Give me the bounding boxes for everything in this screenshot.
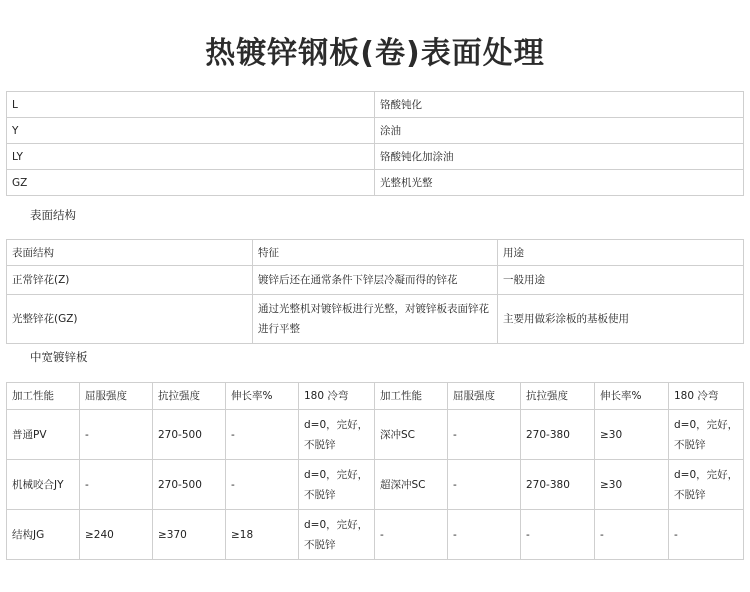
column-header: 屈服强度 <box>80 383 153 410</box>
column-header: 伸长率% <box>226 383 299 410</box>
column-header: 表面结构 <box>7 240 253 266</box>
table-cell: 通过光整机对镀锌板进行光整，对镀锌板表面锌花进行平整 <box>253 295 498 344</box>
table-cell: - <box>80 410 153 460</box>
table-cell: - <box>226 460 299 510</box>
table-cell: ≥18 <box>226 510 299 560</box>
table-cell: 270-500 <box>153 460 226 510</box>
table-cell: - <box>448 510 521 560</box>
table-cell: 正常锌花(Z) <box>7 266 253 295</box>
table-cell: 深冲SC <box>375 410 448 460</box>
table-cell: - <box>80 460 153 510</box>
treatment-description: 涂油 <box>375 118 744 144</box>
table-cell: - <box>595 510 669 560</box>
table-cell: - <box>226 410 299 460</box>
treatment-description: 光整机光整 <box>375 170 744 196</box>
column-header: 抗拉强度 <box>521 383 595 410</box>
table-cell: - <box>669 510 744 560</box>
table-cell: 光整锌花(GZ) <box>7 295 253 344</box>
table-row <box>7 118 744 144</box>
table-row <box>7 92 744 118</box>
table-row <box>7 266 744 295</box>
column-header: 伸长率% <box>595 383 669 410</box>
table-row <box>7 460 744 510</box>
treatment-description: 铬酸钝化加涂油 <box>375 144 744 170</box>
surface-structure-heading: 表面结构 <box>30 208 76 222</box>
column-header: 特征 <box>253 240 498 266</box>
table-cell: d=0，完好，不脱锌 <box>669 410 744 460</box>
table-cell: d=0，完好，不脱锌 <box>669 460 744 510</box>
table-cell: 普通PV <box>7 410 80 460</box>
table-header-row <box>7 383 744 410</box>
column-header: 用途 <box>498 240 744 266</box>
table-cell: d=0，完好，不脱锌 <box>299 510 375 560</box>
column-header: 180 冷弯 <box>669 383 744 410</box>
treatment-code: LY <box>7 144 375 170</box>
table-row <box>7 510 744 560</box>
table-cell: 270-380 <box>521 460 595 510</box>
table-cell: 一般用途 <box>498 266 744 295</box>
column-header: 加工性能 <box>7 383 80 410</box>
table-cell: d=0，完好，不脱锌 <box>299 410 375 460</box>
table-cell: 270-380 <box>521 410 595 460</box>
treatment-code: Y <box>7 118 375 144</box>
mid-width-heading: 中宽镀锌板 <box>30 350 88 364</box>
column-header: 屈服强度 <box>448 383 521 410</box>
table-cell: 主要用做彩涂板的基板使用 <box>498 295 744 344</box>
table-cell: ≥30 <box>595 410 669 460</box>
table-cell: 超深冲SC <box>375 460 448 510</box>
treatment-code: GZ <box>7 170 375 196</box>
surface-treatment-table <box>6 91 744 196</box>
table-cell: - <box>448 460 521 510</box>
table-row <box>7 410 744 460</box>
column-header: 180 冷弯 <box>299 383 375 410</box>
table-cell: 镀锌后还在通常条件下锌层冷凝而得的锌花 <box>253 266 498 295</box>
table-cell: - <box>375 510 448 560</box>
treatment-description: 铬酸钝化 <box>375 92 744 118</box>
column-header: 加工性能 <box>375 383 448 410</box>
table-cell: 机械咬合JY <box>7 460 80 510</box>
table-cell: 270-500 <box>153 410 226 460</box>
table-cell: - <box>448 410 521 460</box>
table-cell: d=0，完好，不脱锌 <box>299 460 375 510</box>
table-row <box>7 170 744 196</box>
table-header-row <box>7 240 744 266</box>
table-cell: ≥370 <box>153 510 226 560</box>
page-title: 热镀锌钢板(卷)表面处理 <box>205 36 545 71</box>
table-cell: ≥30 <box>595 460 669 510</box>
table-row <box>7 144 744 170</box>
table-cell: 结构JG <box>7 510 80 560</box>
table-cell: ≥240 <box>80 510 153 560</box>
column-header: 抗拉强度 <box>153 383 226 410</box>
mid-width-galvanized-table <box>6 382 744 560</box>
treatment-code: L <box>7 92 375 118</box>
surface-structure-table <box>6 239 744 344</box>
table-row <box>7 295 744 344</box>
table-cell: - <box>521 510 595 560</box>
